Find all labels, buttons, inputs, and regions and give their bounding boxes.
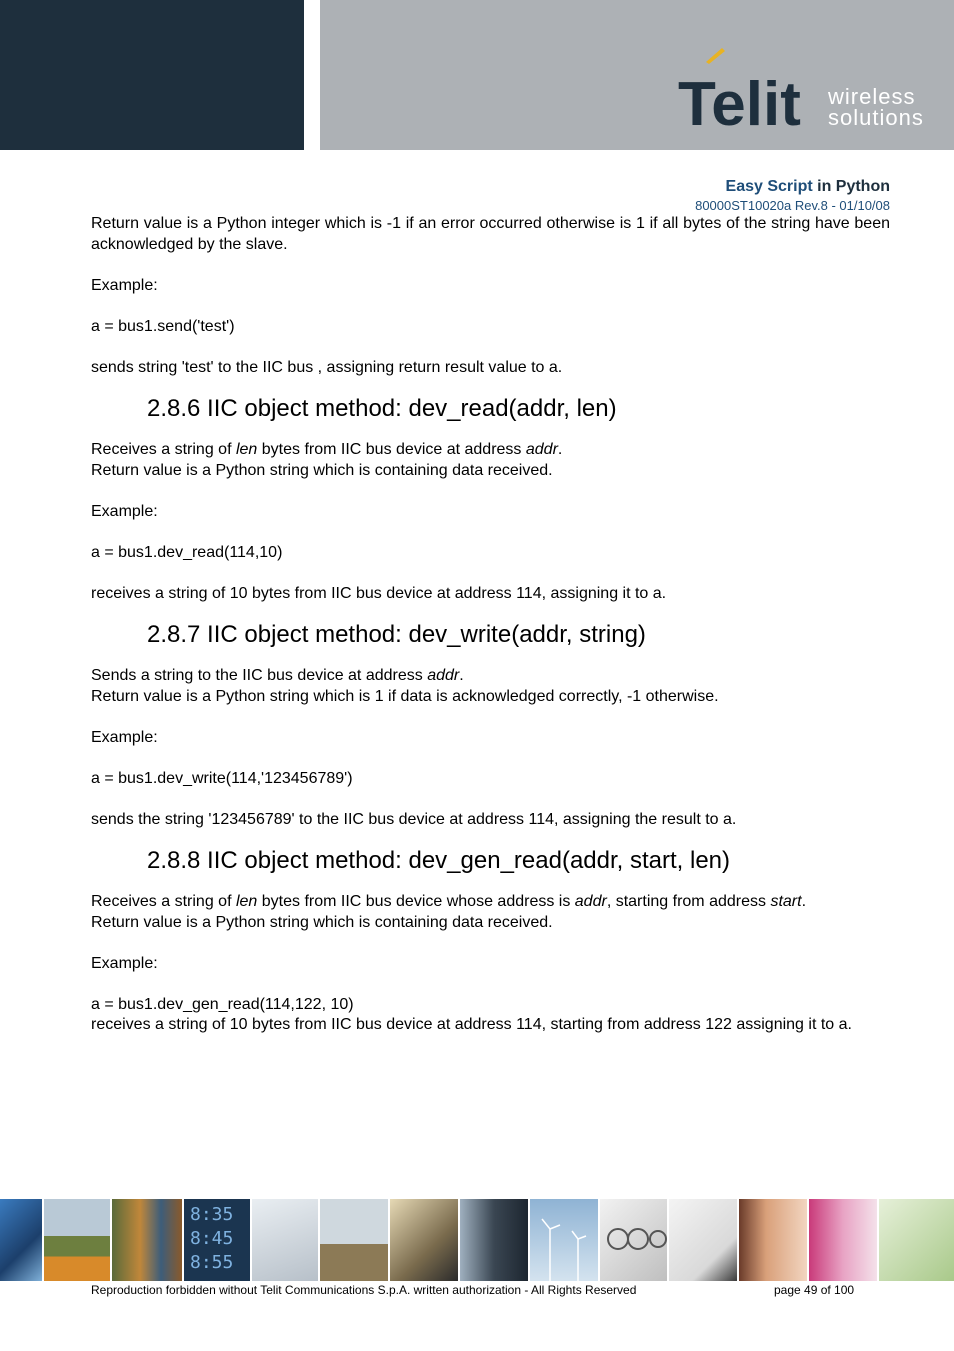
s287-description: sends the string '123456789' to the IIC bus device at address 114, assigning the result to a. [91, 810, 737, 828]
s287-intro: Sends a string to the IIC bus device at address addr. [91, 667, 464, 684]
document-title [726, 178, 890, 196]
photo-turbines [530, 1199, 598, 1281]
section-heading-2-8-7: 2.8.7 IIC object method: dev_write(addr, string) [147, 621, 646, 648]
s286-code: a = bus1.dev_read(114,10) [91, 543, 283, 561]
telit-logo [676, 48, 936, 130]
s286-example-label: Example: [91, 502, 158, 520]
s288-return: Return value is a Python string which is containing data received. [91, 913, 553, 931]
example-description: sends string 'test' to the IIC bus , assigning return result value to a. [91, 358, 563, 376]
document-reference: 80000ST10020a Rev.8 - 01/10/08 [695, 198, 890, 213]
logo-tagline-2: solutions [828, 105, 924, 130]
doc-title-in-python: in Python [812, 178, 890, 195]
photo-tile [390, 1199, 458, 1281]
photo-tile [0, 1199, 42, 1281]
s288-example-label: Example: [91, 954, 158, 972]
photo-tile [320, 1199, 388, 1281]
photo-tile [44, 1199, 110, 1281]
footer-rights-notice: Reproduction forbidden without Telit Communications S.p.A. written authorization - All Rights Reserved [91, 1283, 637, 1297]
logo-wordmark: Telit [678, 70, 801, 130]
example-label: Example: [91, 276, 158, 294]
s286-intro: Receives a string of len bytes from IIC bus device at address addr. [91, 441, 563, 458]
code-example: a = bus1.send('test') [91, 317, 235, 335]
section-heading-2-8-6: 2.8.6 IIC object method: dev_read(addr, len) [147, 395, 617, 422]
s288-description: receives a string of 10 bytes from IIC bus device at address 114, starting from address 122 assigning it to a. [91, 1016, 852, 1033]
footer-photo-strip [0, 1199, 954, 1281]
photo-tile [809, 1199, 877, 1281]
doc-title-easy-script: Easy Script [725, 178, 813, 195]
s288-intro: Receives a string of len bytes from IIC bus device whose address is addr, starting from address start. [91, 893, 807, 910]
photo-tile [739, 1199, 807, 1281]
photo-tile [112, 1199, 182, 1281]
logo-tagline-1: wireless [828, 84, 916, 109]
s286-description: receives a string of 10 bytes from IIC bus device at address 114, assigning it to a. [91, 584, 667, 602]
photo-meter [600, 1199, 667, 1281]
s287-return: Return value is a Python string which is 1 if data is acknowledged correctly, -1 otherwise. [91, 687, 719, 705]
s286-return: Return value is a Python string which is containing data received. [91, 461, 553, 479]
return-value-paragraph: Return value is a Python integer which is -1 if an error occurred otherwise is 1 if all bytes of the string have been acknowledged by the slave. [91, 215, 890, 253]
footer-page-number: page 49 of 100 [774, 1283, 855, 1297]
photo-tile [669, 1199, 737, 1281]
s287-code: a = bus1.dev_write(114,'123456789') [91, 769, 353, 787]
photo-tile [252, 1199, 318, 1281]
s288-code: a = bus1.dev_gen_read(114,122, 10) [91, 995, 354, 1013]
photo-digits-text: 8:35 8:45 8:55 [190, 1204, 234, 1273]
page-content [91, 214, 890, 1036]
section-heading-2-8-8: 2.8.8 IIC object method: dev_gen_read(addr, start, len) [147, 847, 731, 874]
logo-accent-mark [706, 48, 725, 64]
header-banner-dark [0, 0, 304, 150]
photo-tile [879, 1199, 954, 1281]
s287-example-label: Example: [91, 728, 158, 746]
photo-tile [460, 1199, 528, 1281]
